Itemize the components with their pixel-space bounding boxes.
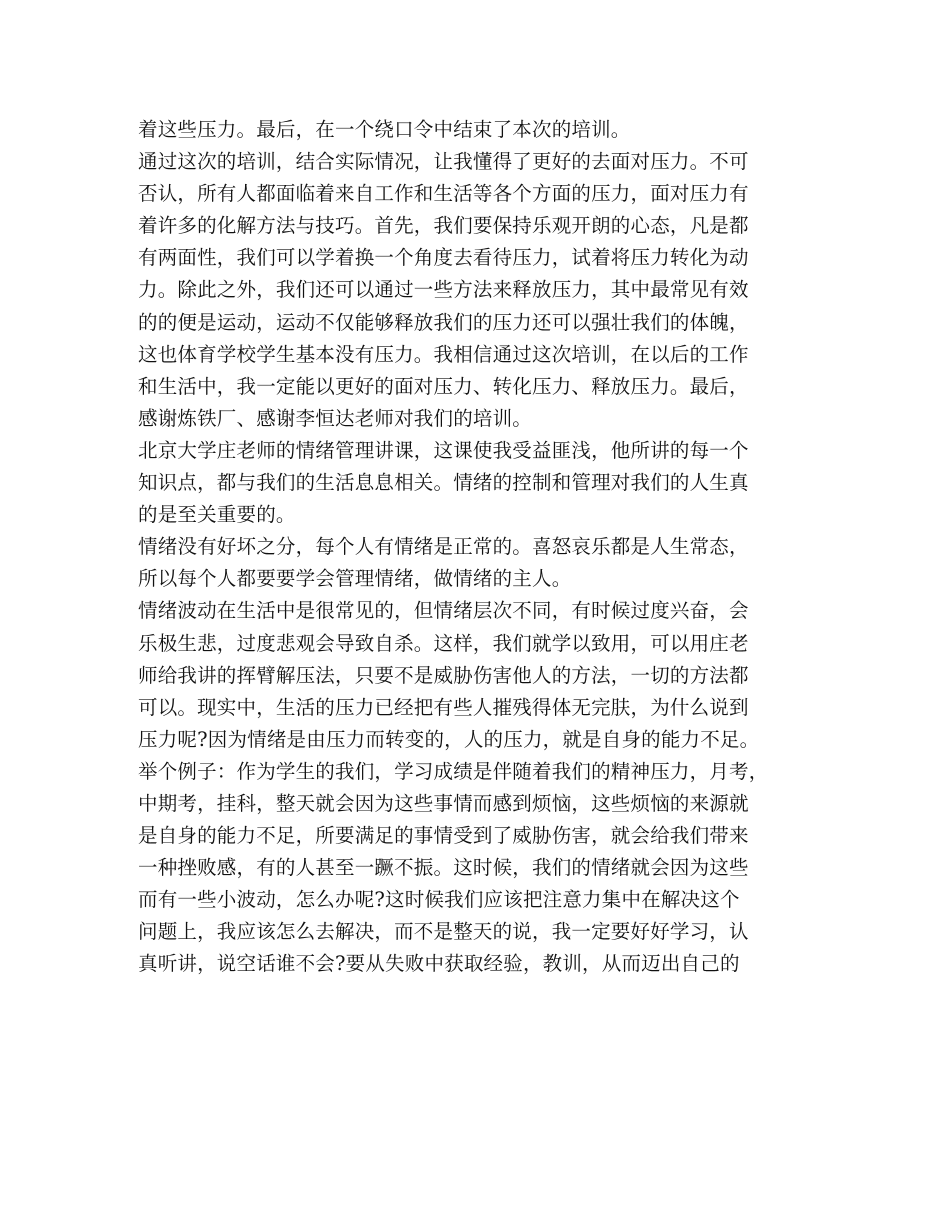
text-line: 北京大学庄老师的情绪管理讲课，这课使我受益匪浅，他所讲的每一个 [138, 438, 749, 462]
text-line: 通过这次的培训，结合实际情况，让我懂得了更好的去面对压力。不可 [138, 150, 749, 174]
text-line: 情绪没有好坏之分，每个人有情绪是正常的。喜怒哀乐都是人生常态， [138, 535, 749, 559]
text-line: 中期考，挂科，整天就会因为这些事情而感到烦恼，这些烦恼的来源就 [138, 791, 749, 815]
text-line: 否认，所有人都面临着来自工作和生活等各个方面的压力，面对压力有 [138, 182, 749, 206]
text-line: 和生活中，我一定能以更好的面对压力、转化压力、释放压力。最后， [138, 374, 749, 398]
text-line: 是自身的能力不足，所要满足的事情受到了威胁伤害，就会给我们带来 [138, 824, 749, 848]
text-line: 压力呢?因为情绪是由压力而转变的，人的压力，就是自身的能力不足。 [138, 727, 760, 751]
text-line: 举个例子：作为学生的我们，学习成绩是伴随着我们的精神压力，月考， [138, 759, 769, 783]
text-line: 乐极生悲，过度悲观会导致自杀。这样，我们就学以致用，可以用庄老 [138, 631, 749, 655]
text-line: 感谢炼铁厂、感谢李恒达老师对我们的培训。 [138, 406, 533, 430]
text-line: 着许多的化解方法与技巧。首先，我们要保持乐观开朗的心态，凡是都 [138, 214, 749, 238]
text-line: 所以每个人都要要学会管理情绪，做情绪的主人。 [138, 567, 572, 591]
text-line: 情绪波动在生活中是很常见的，但情绪层次不同，有时候过度兴奋，会 [138, 599, 749, 623]
text-line: 的是至关重要的。 [138, 503, 296, 527]
text-line: 的的便是运动，运动不仅能够释放我们的压力还可以强壮我们的体魄， [138, 310, 749, 334]
text-line: 一种挫败感，有的人甚至一蹶不振。这时候，我们的情绪就会因为这些 [138, 856, 749, 880]
text-line: 知识点，都与我们的生活息息相关。情绪的控制和管理对我们的人生真 [138, 471, 749, 495]
text-line: 可以。现实中，生活的压力已经把有些人摧残得体无完肤，为什么说到 [138, 695, 749, 719]
text-line: 而有一些小波动，怎么办呢?这时候我们应该把注意力集中在解决这个 [138, 888, 740, 912]
text-line: 这也体育学校学生基本没有压力。我相信通过这次培训，在以后的工作 [138, 342, 749, 366]
text-line: 有两面性，我们可以学着换一个角度去看待压力，试着将压力转化为动 [138, 246, 749, 270]
text-line: 问题上，我应该怎么去解决，而不是整天的说，我一定要好好学习，认 [138, 920, 749, 944]
body-text [138, 114, 838, 981]
text-line: 师给我讲的挥臂解压法，只要不是威胁伤害他人的方法，一切的方法都 [138, 663, 749, 687]
text-line: 着这些压力。最后，在一个绕口令中结束了本次的培训。 [138, 118, 631, 141]
text-line: 力。除此之外，我们还可以通过一些方法来释放压力，其中最常见有效 [138, 278, 749, 302]
text-line: 真听讲，说空话谁不会?要从失败中获取经验，教训，从而迈出自己的 [138, 952, 740, 976]
